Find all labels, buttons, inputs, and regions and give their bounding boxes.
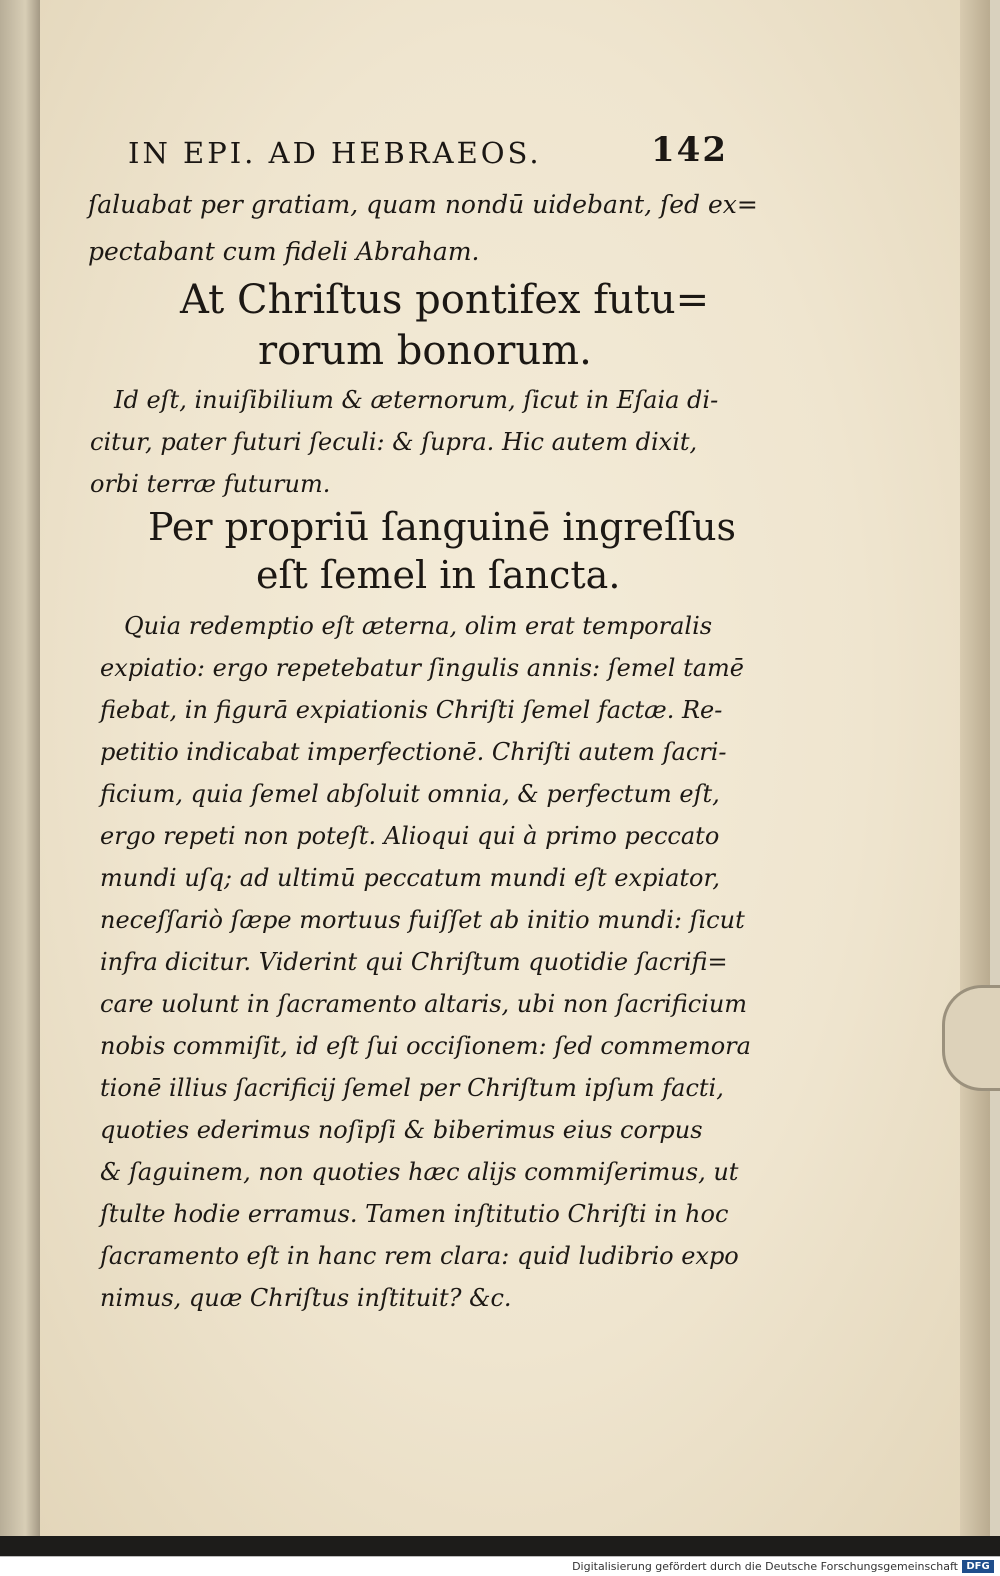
- digitization-credit: Digitalisierung gefördert durch die Deutsche Forschungsgemeinschaft: [572, 1560, 958, 1573]
- digitization-credit-bar: [0, 1556, 1000, 1576]
- dfg-logo: DFG: [962, 1560, 994, 1573]
- text-line: ſacramento eſt in hanc rem clara: quid ludibrio expo: [100, 1242, 739, 1270]
- text-line: Quia redemptio eſt æterna, olim erat temporalis: [124, 612, 713, 640]
- page-number: 142: [651, 130, 728, 170]
- lemma-heading: Per propriū ſanguinē ingreſſus: [148, 505, 737, 549]
- text-line: ficium, quia ſemel abſoluit omnia, & perfectum eſt,: [100, 780, 720, 808]
- text-line: fiebat, in figurā expiationis Chriſti ſemel factæ. Re-: [100, 696, 723, 724]
- running-head-title: IN EPI. AD HEBRAEOS.: [128, 136, 542, 170]
- text-line: nimus, quæ Chriſtus inſtituit? &c.: [100, 1284, 512, 1312]
- text-line: infra dicitur. Viderint qui Chriſtum quotidie ſacrifi=: [100, 948, 728, 976]
- text-line: petitio indicabat imperfectionē. Chriſti autem ſacri-: [100, 738, 727, 766]
- text-line: ſtulte hodie erramus. Tamen inſtitutio Chriſti in hoc: [100, 1200, 729, 1228]
- lemma-heading: At Chriſtus pontifex futu=: [180, 277, 710, 323]
- text-line: Id eſt, inuiſibilium & æternorum, ſicut in Eſaia di-: [114, 386, 719, 414]
- page-edge-shadow: [960, 0, 990, 1540]
- text-line: expiatio: ergo repetebatur ſingulis annis: ſemel tamē: [100, 654, 744, 682]
- text-line: pectabant cum fideli Abraham.: [88, 237, 480, 266]
- text-line: care uolunt in ſacramento altaris, ubi non ſacrificium: [100, 990, 748, 1018]
- page-clip: [942, 985, 1000, 1091]
- text-line: orbi terræ futurum.: [90, 470, 331, 498]
- text-line: mundi uſq; ad ultimū peccatum mundi eſt expiator,: [100, 864, 720, 892]
- running-head: [128, 130, 728, 176]
- text-line: ſaluabat per gratiam, quam nondū uidebant, ſed ex=: [88, 190, 758, 219]
- text-line: quoties ederimus noſipſi & biberimus eius corpus: [100, 1116, 703, 1144]
- text-line: ergo repeti non poteſt. Alioqui qui à primo peccato: [100, 822, 720, 850]
- lemma-heading: rorum bonorum.: [258, 328, 592, 374]
- text-line: tionē illius ſacrificij ſemel per Chriſtum ipſum facti,: [100, 1074, 724, 1102]
- text-line: neceſſariò ſæpe mortuus fuiſſet ab initio mundi: ſicut: [100, 906, 745, 934]
- text-line: citur, pater futuri ſeculi: & ſupra. Hic autem dixit,: [90, 428, 698, 456]
- text-line: & ſaguinem, non quoties hæc alijs commiſerimus, ut: [100, 1158, 739, 1186]
- text-line: nobis commiſit, id eſt ſui occiſionem: ſed commemora: [100, 1032, 751, 1060]
- lemma-heading: eſt ſemel in ſancta.: [256, 553, 621, 597]
